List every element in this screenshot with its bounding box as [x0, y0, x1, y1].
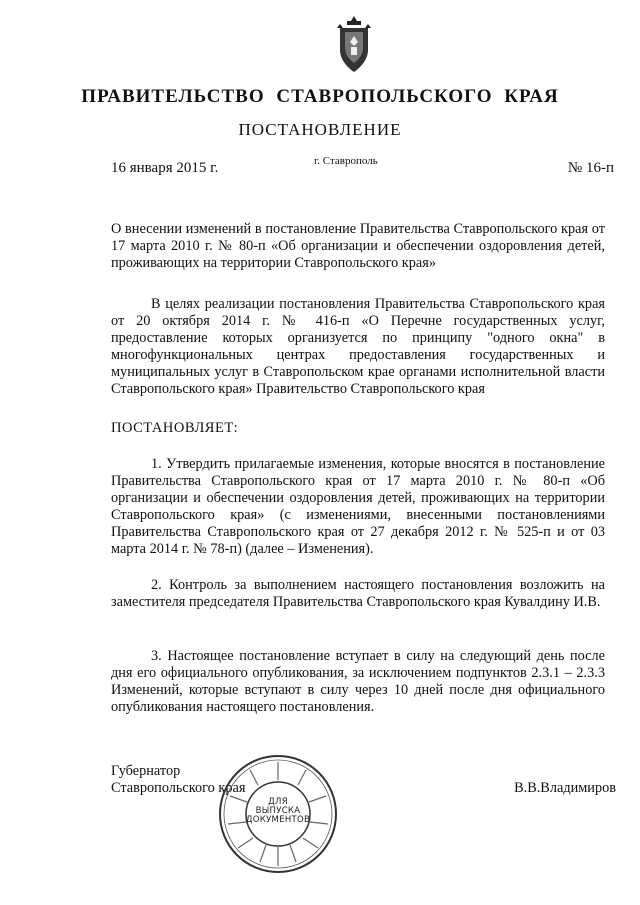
resolves-heading: ПОСТАНОВЛЯЕТ: [111, 420, 239, 436]
document-city: г. Ставрополь [314, 155, 378, 167]
stavropol-coat-of-arms-icon [334, 14, 374, 74]
signatory-title-line-1: Губернатор [111, 763, 181, 779]
stamp-label-line-2: ВЫПУСКА [255, 806, 301, 816]
official-stamp [216, 752, 340, 876]
item-3-paragraph: 3. Настоящее постановление вступает в силу на следующий день после дня его официального опубликования, за исключением подпунктов 2.3.1 – 2.3.3 Изменений, которые вступают в силу через 10 дней после дня официального опубликования настоящего постановления. [111, 648, 605, 715]
item-1-paragraph: 1. Утвердить прилагаемые изменения, которые вносятся в постановление Правительства Ставропольского края от 17 марта 2010 г. № 80-п «Об организации и обеспечении оздоровления детей, проживающих на территории Ставропольского края» (с изменениями, внесенными постановлениями Правительства Ставропольского края от 27 декабря 2012 г. № 525-п и от 03 марта 2014 г. № 78-п) (далее – Изменения). [111, 456, 605, 557]
document-date: 16 января 2015 г. [111, 160, 219, 176]
signatory-title-line-2: Ставропольского края [111, 780, 246, 796]
document-number: № 16-п [567, 160, 614, 176]
item-2-paragraph: 2. Контроль за выполнением настоящего постановления возложить на заместителя председателя Правительства Ставропольского края Кувалдину И.В. [111, 577, 605, 610]
preamble-paragraph: В целях реализации постановления Правительства Ставропольского края от 20 октября 2014 г. № 416-п «О Перечне государственных услуг, предоставление которых организуется по принципу "одного окна" в многофункциональных центрах предоставления государственных и муниципальных услуг в Ставропольском крае органами исполнительной власти Ставропольского края» Правительство Ставропольского края [111, 296, 605, 397]
signatory-name: В.В.Владимиров [514, 780, 616, 796]
stamp-label-line-1: ДЛЯ [268, 797, 288, 807]
stamp-label [216, 798, 340, 825]
government-title: ПРАВИТЕЛЬСТВО СТАВРОПОЛЬСКОГО КРАЯ [81, 86, 559, 107]
document-type: ПОСТАНОВЛЕНИЕ [238, 120, 402, 139]
document-subject: О внесении изменений в постановление Правительства Ставропольского края от 17 марта 2010 г. № 80-п «Об организации и обеспечении оздоровления детей, проживающих на территории Ставропольского края» [111, 221, 605, 271]
stamp-label-line-3: ДОКУМЕНТОВ [245, 815, 311, 825]
